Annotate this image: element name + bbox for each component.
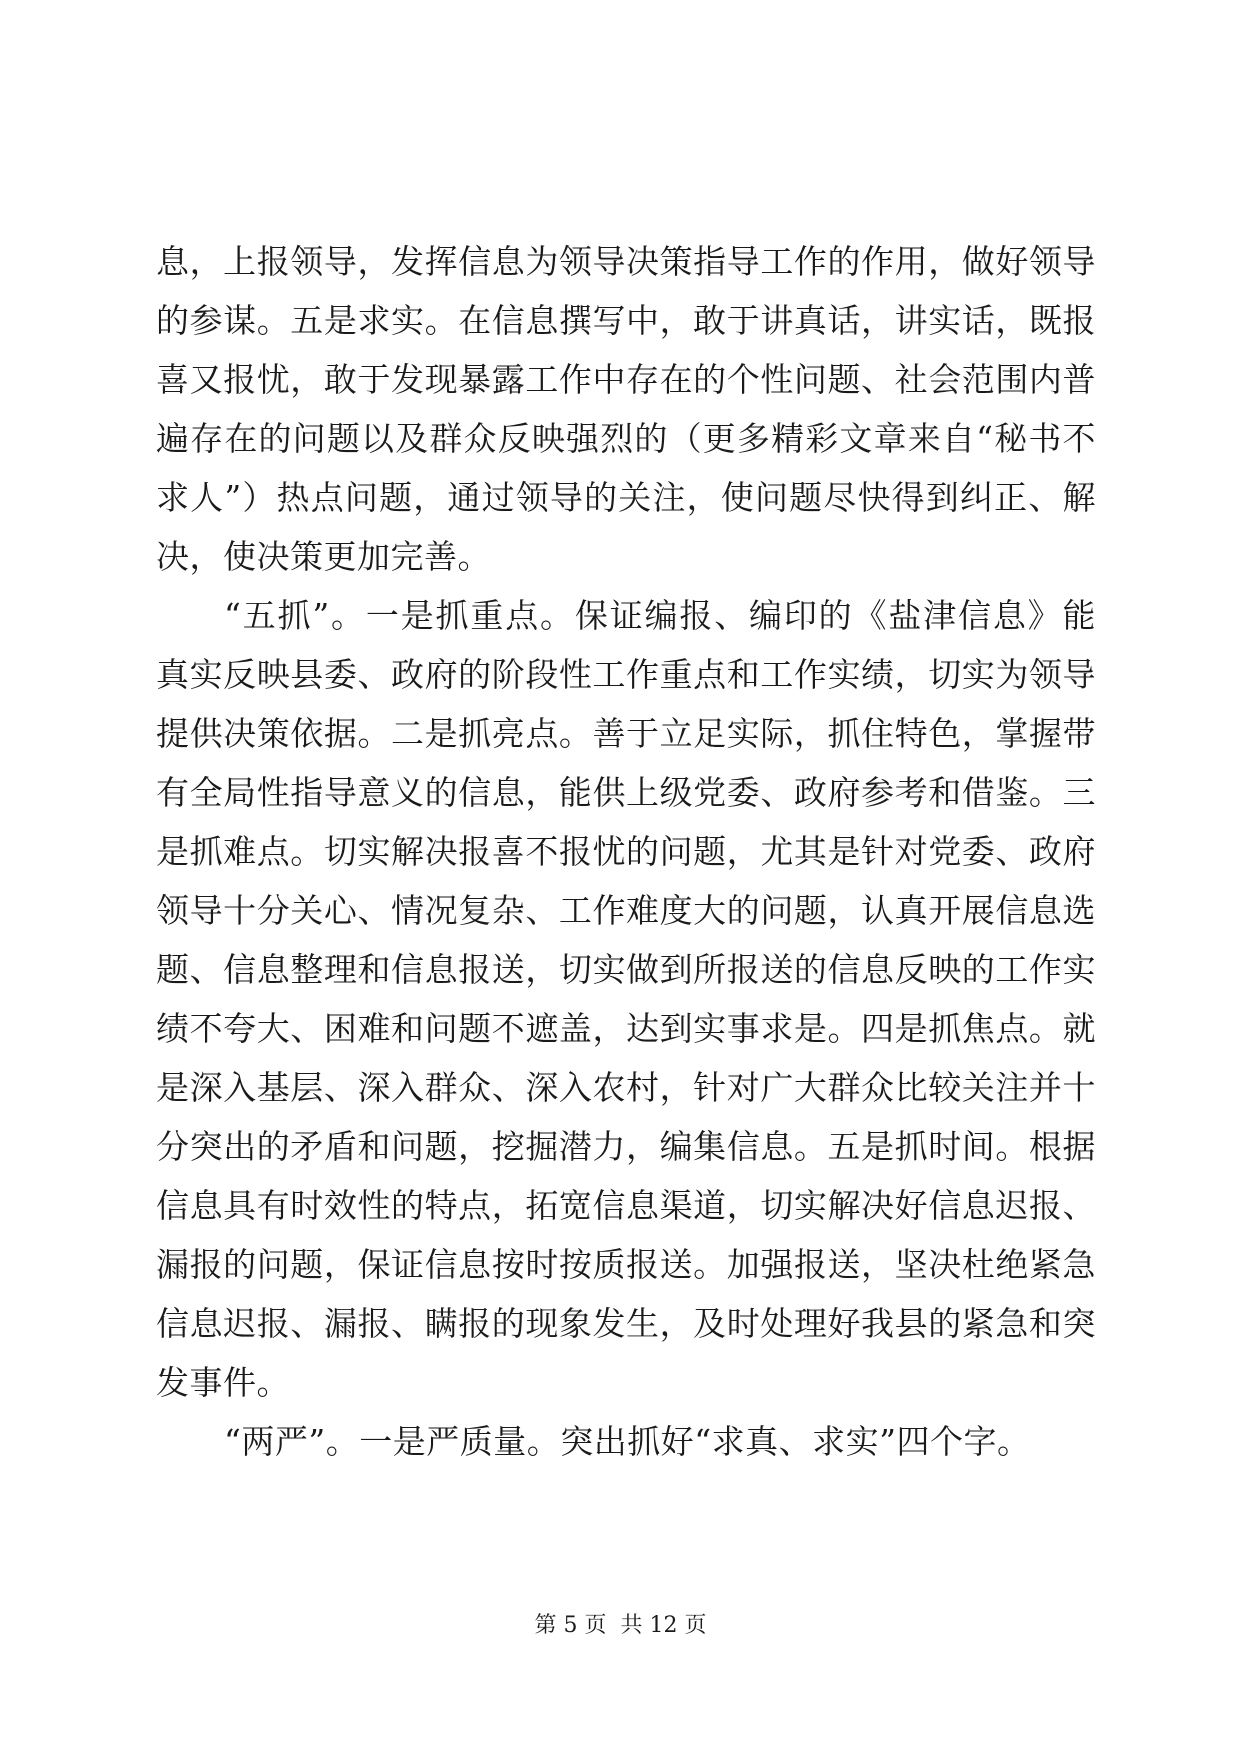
text-line: “五抓”。一是抓重点。保证编报、编印的《盐津信息》能: [224, 596, 1096, 635]
text-line: 息，上报领导，发挥信息为领导决策指导工作的作用，做好领导: [156, 242, 1096, 281]
text-line: 有全局性指导意义的信息，能供上级党委、政府参考和借鉴。三: [156, 773, 1096, 812]
text-line: 提供决策依据。二是抓亮点。善于立足实际，抓住特色，掌握带: [156, 714, 1096, 753]
document-body: [156, 232, 1096, 1471]
text-line: 决，使决策更加完善。: [156, 537, 491, 576]
text-line: 分突出的矛盾和问题，挖掘潜力，编集信息。五是抓时间。根据: [156, 1127, 1096, 1166]
paragraph-3: [156, 1412, 1096, 1471]
text-line: 题、信息整理和信息报送，切实做到所报送的信息反映的工作实: [156, 950, 1096, 989]
text-line: 漏报的问题，保证信息按时按质报送。加强报送，坚决杜绝紧急: [156, 1245, 1096, 1284]
text-line: 真实反映县委、政府的阶段性工作重点和工作实绩，切实为领导: [156, 655, 1096, 694]
text-line: “两严”。一是严质量。突出抓好“求真、求实”四个字。: [224, 1422, 1031, 1461]
page-number-label: 第 5 页 共 12 页: [534, 1613, 707, 1638]
text-line: 遍存在的问题以及群众反映强烈的（更多精彩文章来自“秘书不: [156, 419, 1096, 458]
paragraph-2: [156, 586, 1096, 1412]
paragraph-1: [156, 232, 1096, 586]
text-line: 信息迟报、漏报、瞒报的现象发生，及时处理好我县的紧急和突: [156, 1304, 1096, 1343]
text-line: 信息具有时效性的特点，拓宽信息渠道，切实解决好信息迟报、: [156, 1186, 1096, 1225]
text-line: 发事件。: [156, 1363, 290, 1402]
text-line: 喜又报忧，敢于发现暴露工作中存在的个性问题、社会范围内普: [156, 360, 1096, 399]
page-footer: [0, 1608, 1241, 1639]
text-line: 是抓难点。切实解决报喜不报忧的问题，尤其是针对党委、政府: [156, 832, 1096, 871]
text-line: 绩不夸大、困难和问题不遮盖，达到实事求是。四是抓焦点。就: [156, 1009, 1096, 1048]
text-line: 是深入基层、深入群众、深入农村，针对广大群众比较关注并十: [156, 1068, 1096, 1107]
text-line: 领导十分关心、情况复杂、工作难度大的问题，认真开展信息选: [156, 891, 1096, 930]
text-line: 的参谋。五是求实。在信息撰写中，敢于讲真话，讲实话，既报: [156, 301, 1096, 340]
text-line: 求人”）热点问题，通过领导的关注，使问题尽快得到纠正、解: [156, 478, 1096, 517]
